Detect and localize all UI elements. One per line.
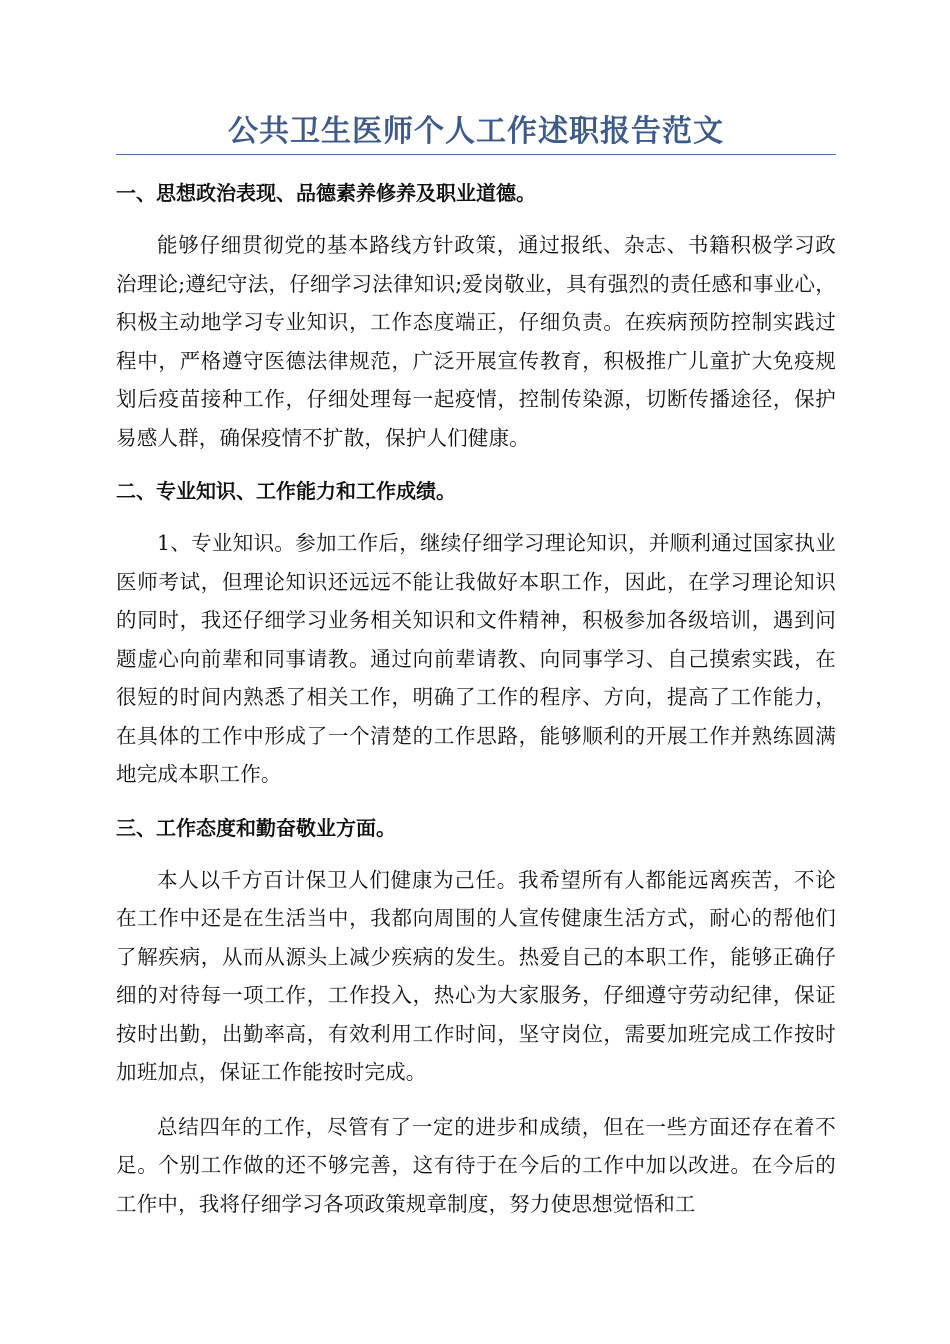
section-heading: 二、专业知识、工作能力和工作成绩。 [116, 479, 456, 503]
document-title: 公共卫生医师个人工作述职报告范文 [228, 114, 724, 149]
title-underline [116, 154, 836, 155]
section-2 [116, 473, 836, 794]
section-paragraph: 本人以千方百计保卫人们健康为己任。我希望所有人都能远离疾苦，不论在工作中还是在生活当中，我都向周围的人宣传健康生活方式，耐心的帮他们了解疾病，从而从源头上减少疾病的发生。热爱自己的本职工作，能够正确仔细的对待每一项工作，工作投入，热心为大家服务，仔细遵守劳动纪律，保证按时出勤，出勤率高，有效利用工作时间，坚守岗位，需要加班完成工作按时加班加点，保证工作能按时完成。 [116, 867, 836, 1084]
section-heading: 一、思想政治表现、品德素养修养及职业道德。 [116, 181, 536, 205]
section-3 [116, 810, 836, 1224]
section-paragraph: 总结四年的工作，尽管有了一定的进步和成绩，但在一些方面还存在着不足。个别工作做的还不够完善，这有待于在今后的工作中加以改进。在今后的工作中，我将仔细学习各项政策规章制度，努力使思想觉悟和工 [116, 1114, 836, 1216]
section-paragraph: 1、专业知识。参加工作后，继续仔细学习理论知识，并顺利通过国家执业医师考试，但理论知识还远远不能让我做好本职工作，因此，在学习理论知识的同时，我还仔细学习业务相关知识和文件精神，积极参加各级培训，遇到问题虚心向前辈和同事请教。通过向前辈请教、向同事学习、自己摸索实践，在很短的时间内熟悉了相关工作，明确了工作的程序、方向，提高了工作能力，在具体的工作中形成了一个清楚的工作思路，能够顺利的开展工作并熟练圆满地完成本职工作。 [116, 531, 836, 786]
section-heading: 三、工作态度和勤奋敬业方面。 [116, 815, 396, 840]
section-paragraph: 能够仔细贯彻党的基本路线方针政策，通过报纸、杂志、书籍积极学习政治理论;遵纪守法，仔细学习法律知识;爱岗敬业，具有强烈的责任感和事业心，积极主动地学习专业知识，工作态度端正，仔细负责。在疾病预防控制实践过程中，严格遵守医德法律规范，广泛开展宣传教育，积极推广儿童扩大免疫规划后疫苗接种工作，仔细处理每一起疫情，控制传染源，切断传播途径，保护易感人群，确保疫情不扩散，保护人们健康。 [116, 233, 836, 450]
section-1 [116, 175, 836, 457]
document-page [116, 112, 836, 1239]
